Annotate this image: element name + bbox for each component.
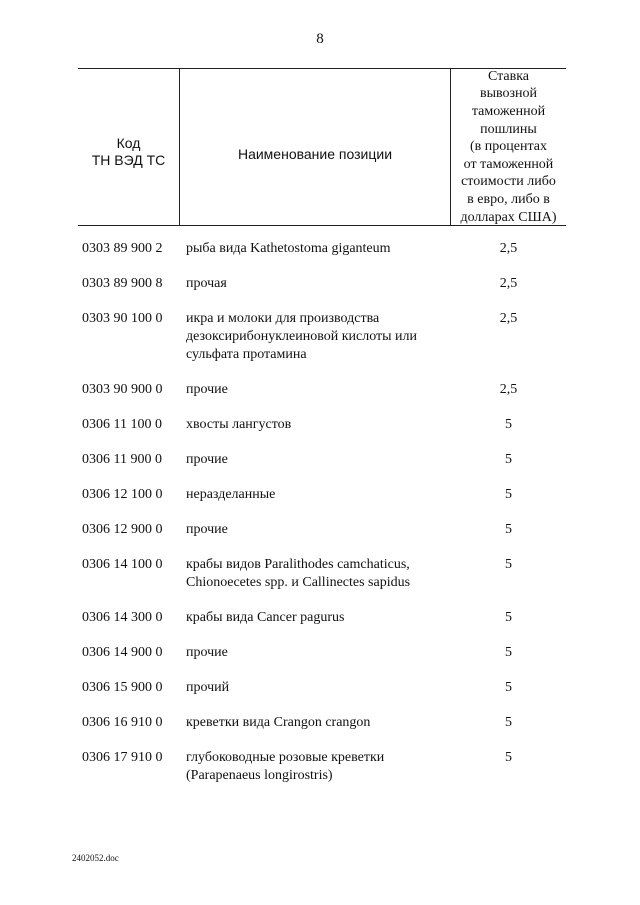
row-name bbox=[186, 275, 436, 293]
row-code: 0303 89 900 2 bbox=[82, 241, 163, 256]
row-code: 0306 14 900 0 bbox=[82, 645, 163, 660]
row-name-line: прочие bbox=[186, 645, 228, 660]
row-name-line: прочий bbox=[186, 680, 230, 695]
row-code: 0306 15 900 0 bbox=[82, 680, 163, 695]
table-row bbox=[78, 749, 566, 785]
row-code: 0306 11 900 0 bbox=[82, 452, 162, 467]
table-row bbox=[78, 416, 566, 434]
row-name-line: прочие bbox=[186, 522, 228, 537]
header-rate-label-line-1: Ставка bbox=[487, 68, 530, 84]
table-header bbox=[78, 68, 566, 226]
table-body bbox=[78, 240, 566, 785]
row-code: 0306 14 300 0 bbox=[82, 610, 163, 625]
header-code-label-line-2: ТН ВЭД ТС bbox=[91, 152, 166, 168]
header-rate-label-line-5: (в процентах bbox=[470, 139, 547, 155]
row-code: 0306 14 100 0 bbox=[82, 557, 163, 572]
row-name bbox=[186, 240, 436, 258]
row-name-line: прочие bbox=[186, 452, 228, 467]
header-code-label-line-1: Код bbox=[116, 135, 141, 151]
footer-file-name: 2402052.doc bbox=[72, 853, 119, 863]
row-name-line: (Parapenaeus longirostris) bbox=[186, 768, 333, 783]
table-row bbox=[78, 381, 566, 399]
row-rate: 5 bbox=[505, 417, 512, 432]
table-row bbox=[78, 714, 566, 732]
header-rate-label-line-4: пошлины bbox=[480, 121, 537, 137]
table-row bbox=[78, 310, 566, 364]
table-row bbox=[78, 679, 566, 697]
row-name-line: хвосты лангустов bbox=[186, 417, 292, 432]
header-rate-label-line-7: стоимости либо bbox=[461, 174, 556, 190]
row-name-line: креветки вида Crangon crangon bbox=[186, 715, 371, 730]
page-number: 8 bbox=[316, 31, 324, 47]
row-code: 0306 17 910 0 bbox=[82, 750, 163, 765]
header-rate-label-line-2: вывозной bbox=[479, 86, 538, 102]
header-rate-label-line-6: от таможенной bbox=[463, 156, 554, 172]
row-name bbox=[186, 609, 436, 627]
row-code: 0306 16 910 0 bbox=[82, 715, 163, 730]
row-name-line: глубоководные розовые креветки bbox=[186, 750, 385, 765]
row-code: 0306 11 100 0 bbox=[82, 417, 162, 432]
row-name bbox=[186, 749, 436, 785]
row-rate: 5 bbox=[505, 645, 512, 660]
row-name bbox=[186, 451, 436, 469]
row-code: 0303 89 900 8 bbox=[82, 276, 163, 291]
table-row bbox=[78, 556, 566, 592]
header-rate-label-line-9: долларах США) bbox=[460, 209, 557, 225]
row-name-line: прочие bbox=[186, 382, 228, 397]
row-rate: 2,5 bbox=[499, 276, 518, 291]
table-row bbox=[78, 486, 566, 504]
row-name bbox=[186, 381, 436, 399]
row-rate: 5 bbox=[505, 715, 512, 730]
row-name bbox=[186, 679, 436, 697]
row-name bbox=[186, 714, 436, 732]
header-rate-label-line-3: таможенной bbox=[471, 104, 546, 120]
table-row bbox=[78, 644, 566, 662]
table-row bbox=[78, 240, 566, 258]
header-name-label: Наименование позиции bbox=[237, 146, 393, 162]
table-row bbox=[78, 521, 566, 539]
row-name-line: неразделанные bbox=[186, 487, 276, 502]
row-rate: 5 bbox=[505, 557, 512, 572]
header-code-column bbox=[78, 69, 180, 225]
row-rate: 2,5 bbox=[499, 311, 518, 326]
row-name-line: икра и молоки для производства bbox=[186, 311, 380, 326]
row-rate: 2,5 bbox=[499, 241, 518, 256]
row-name bbox=[186, 521, 436, 539]
row-rate: 5 bbox=[505, 487, 512, 502]
row-name bbox=[186, 310, 436, 364]
row-rate: 2,5 bbox=[499, 382, 518, 397]
row-name-line: крабы видов Paralithodes camchaticus, bbox=[186, 557, 410, 572]
table-row bbox=[78, 275, 566, 293]
row-name-line: Chionoecetes spp. и Callinectes sapidus bbox=[186, 575, 411, 590]
row-code: 0303 90 900 0 bbox=[82, 382, 163, 397]
row-rate: 5 bbox=[505, 522, 512, 537]
row-code: 0306 12 900 0 bbox=[82, 522, 163, 537]
row-name-line: рыба вида Kathetostoma giganteum bbox=[186, 241, 391, 256]
row-name bbox=[186, 486, 436, 504]
row-name-line: сульфата протамина bbox=[186, 347, 307, 362]
row-name-line: прочая bbox=[186, 276, 227, 291]
row-name-line: дезоксирибонуклеиновой кислоты или bbox=[186, 329, 418, 344]
row-rate: 5 bbox=[505, 452, 512, 467]
header-rate-label-line-8: в евро, либо в bbox=[467, 191, 550, 207]
row-name bbox=[186, 556, 436, 592]
header-name-column bbox=[180, 69, 451, 225]
table-row bbox=[78, 609, 566, 627]
row-name bbox=[186, 644, 436, 662]
row-name-line: крабы вида Cancer pagurus bbox=[186, 610, 345, 625]
row-rate: 5 bbox=[505, 750, 512, 765]
row-rate: 5 bbox=[505, 680, 512, 695]
row-name bbox=[186, 416, 436, 434]
row-code: 0303 90 100 0 bbox=[82, 311, 163, 326]
row-rate: 5 bbox=[505, 610, 512, 625]
row-code: 0306 12 100 0 bbox=[82, 487, 163, 502]
header-rate-column bbox=[451, 69, 566, 225]
table-row bbox=[78, 451, 566, 469]
